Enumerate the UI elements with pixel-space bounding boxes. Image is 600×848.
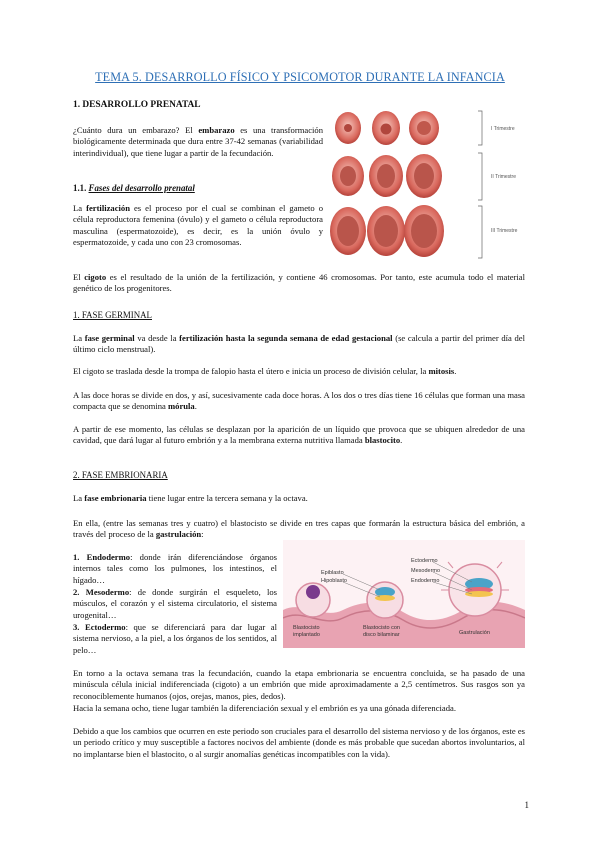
caption-blastocisto-2a: Blastocisto con [363,625,400,631]
embrionaria-paragraph-3: En torno a la octava semana tras la fecundación, cuando la etapa embrionaria se encuentra concluida, se ha pasado de una minúscula célula inicial indiferenciada (cigoto) a un embrión que mide aproximadamente a 2,5 centímetros. Sus rasgos son ya reconociblemente humanos (ojos, orejas, manos, pies, dedos). [73,668,525,701]
embrionaria-paragraph-4: Hacia la semana ocho, tiene lugar también la diferenciación sexual y el embrión es ya una gónada diferenciada. [73,703,456,713]
label-endodermo: Endodermo [411,578,440,584]
section-heading-embrionaria: 2. FASE EMBRIONARIA [73,470,168,480]
label-ectodermo: Ectodermo [411,558,438,564]
gastrulation-figure [283,540,525,648]
label-hipoblasto: Hipoblasto [321,578,347,584]
germinal-paragraph-3: A las doce horas se divide en dos, y así, sucesivamente cada doce horas. A los dos o tres días tiene 16 células que forman una masa compacta que se denomina mórula. [73,390,525,412]
intro-paragraph: ¿Cuánto dura un embarazo? El embarazo es una transformación biológicamente determinada que dura entre 37-42 semanas (variabilidad interindividual), que tiene lugar a partir de la fecundación. [73,125,323,158]
caption-blastocisto-2b: disco bilaminar [363,632,400,638]
embrionaria-paragraph-5: Debido a que los cambios que ocurren en este periodo son cruciales para el desarrollo del sistema nervioso y de los órganos, este es un periodo crítico y muy susceptible a factores nocivos del ambiente (donde es más probable que sucedan abortos involuntarios, al no implantarse bien el blastocito, o al surgir anomalías genéticas incompatibles con la vida). [73,726,525,759]
germinal-paragraph-2: El cigoto se traslada desde la trompa de falopio hasta el útero e inicia un proceso de división celular, la mitosis. [73,366,457,376]
trimester-label-3: III Trimestre [491,228,518,234]
fertilizacion-paragraph: La fertilización es el proceso por el cual se combinan el gameto o célula reproductora femenina (óvulo) y el gameto o célula reproductora masculina (espermatozoide), es decir, es la unión óvulo y espermatozoide, y cada uno con 23 cromosomas. [73,203,323,247]
gastrulation-illustration [283,540,525,648]
germinal-paragraph-4: A partir de ese momento, las células se desplazan por la aparición de un líquido que provoca que se ubiquen alrededor de una cavidad, que dará lugar al futuro embrión y a la membrana externa nutritiva llamada blastocito. [73,424,525,446]
trimester-label-1: I Trimestre [491,126,515,132]
embrionaria-paragraph-1: La fase embrionaria tiene lugar entre la tercera semana y la octava. [73,493,308,503]
page-number: 1 [524,800,529,810]
cigoto-paragraph: El cigoto es el resultado de la unión de la fertilización, y contiene 46 cromosomas. Por tanto, este acumula todo el material genético de los progenitores. [73,272,525,294]
subsection-heading-fases: 1.1. Fases del desarrollo prenatal [73,183,195,193]
trimester-brackets [478,111,482,258]
section-heading-germinal: 1. FASE GERMINAL [73,310,152,320]
uterus-row-1 [335,111,439,145]
germ-layer-item-endodermo: 1. Endodermo: donde irán diferenciándose órganos internos tales como los pulmones, los intestinos, el hígado… [73,552,277,585]
section-heading-prenatal: 1. DESARROLLO PRENATAL [73,100,201,110]
trimester-label-2: II Trimestre [491,174,517,180]
germinal-paragraph-1: La fase germinal va desde la fertilización hasta la segunda semana de edad gestacional (se calcula a partir del primer día del último ciclo menstrual). [73,333,525,355]
uterus-row-3 [330,205,444,257]
caption-gastrulacion: Gastrulación [459,630,490,636]
label-epiblasto: Epiblasto [321,570,344,576]
germ-layer-item-ectodermo: 3. Ectodermo: que se diferenciará para dar lugar al sistema nervioso, a la piel, a los órganos de los sentidos, al pelo… [73,622,278,655]
embrionaria-paragraph-2: En ella, (entre las semanas tres y cuatro) el blastocisto se divide en tres capas que formarán la estructura básica del embrión, a través del proceso de la gastrulación: [73,518,525,540]
fetal-development-figure [328,108,533,263]
caption-blastocisto-1b: implantado [293,632,320,638]
caption-blastocisto-1a: Blastocisto [293,625,320,631]
label-mesodermo: Mesodermo [411,568,441,574]
germ-layer-item-mesodermo: 2. Mesodermo: de donde surgirán el esqueleto, los músculos, el corazón y el sistema circulatorio, el sistema urogenital… [73,587,277,620]
uterus-row-2 [332,154,442,198]
document-title: TEMA 5. DESARROLLO FÍSICO Y PSICOMOTOR DURANTE LA INFANCIA [95,70,505,84]
